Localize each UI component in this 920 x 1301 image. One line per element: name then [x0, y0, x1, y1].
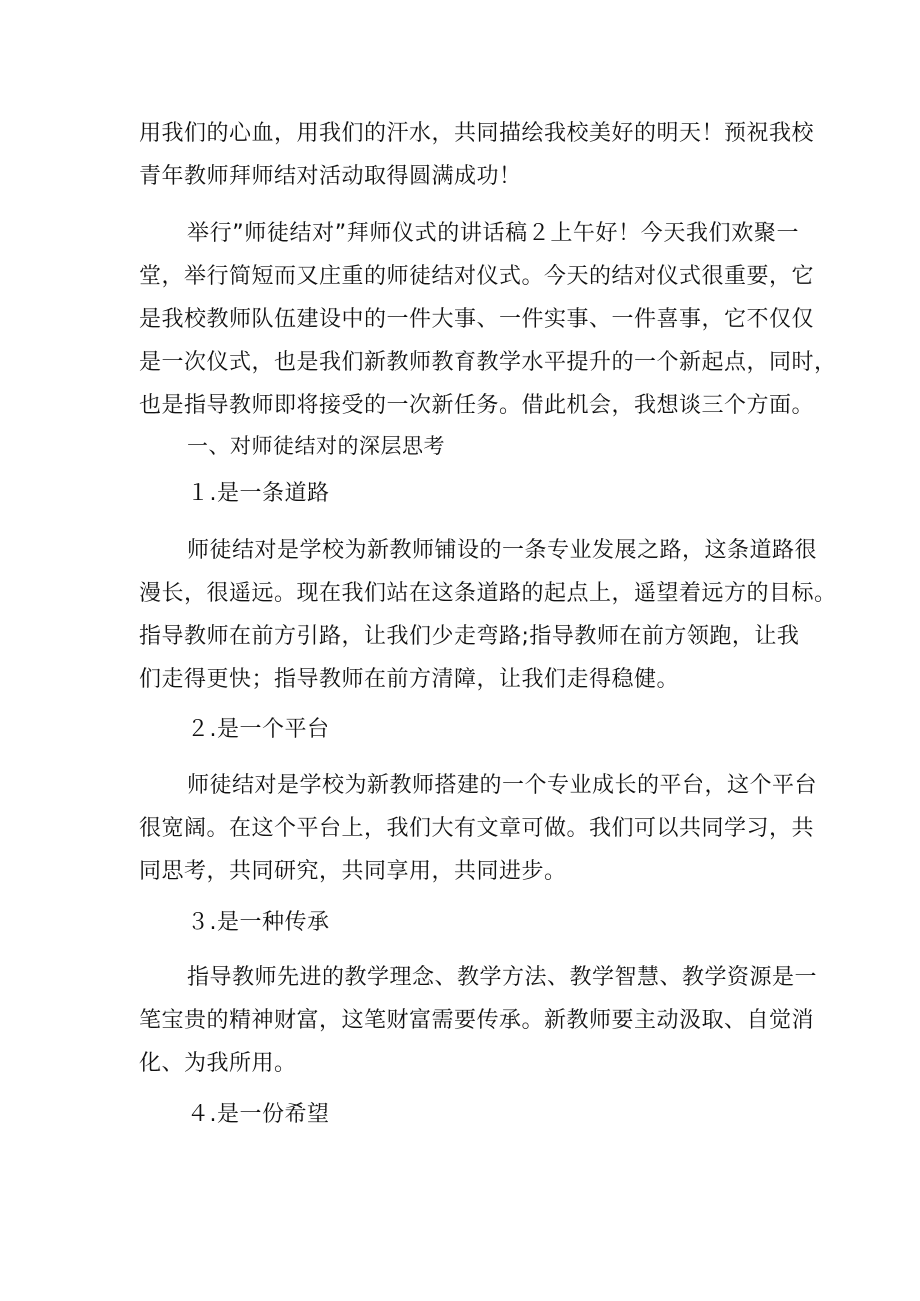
- subsection-heading: ２.是一个平台: [187, 717, 330, 742]
- paragraph-line: 也是指导教师即将接受的一次新任务。借此机会，我想谈三个方面。: [139, 393, 815, 418]
- paragraph-line: 指导教师在前方引路，让我们少走弯路;指导教师在前方领跑，让我: [139, 624, 800, 649]
- subsection-heading: １.是一条道路: [187, 481, 330, 506]
- paragraph-line: 用我们的心血，用我们的汗水，共同描绘我校美好的明天！预祝我校: [139, 121, 815, 146]
- subsection-heading: ４.是一份希望: [187, 1102, 330, 1127]
- paragraph-line: 堂，举行简短而又庄重的师徒结对仪式。今天的结对仪式很重要，它: [139, 264, 815, 289]
- paragraph-line: 笔宝贵的精神财富，这笔财富需要传承。新教师要主动汲取、自觉消: [139, 1008, 815, 1033]
- paragraph-line: 是我校教师队伍建设中的一件大事、一件实事、一件喜事，它不仅仅: [139, 307, 815, 332]
- paragraph-line: 们走得更快；指导教师在前方清障，让我们走得稳健。: [139, 667, 680, 692]
- paragraph-line: 师徒结对是学校为新教师铺设的一条专业发展之路，这条道路很: [187, 538, 818, 563]
- paragraph-line: 是一次仪式，也是我们新教师教育教学水平提升的一个新起点，同时，: [139, 350, 837, 375]
- subsection-heading: ３.是一种传承: [187, 910, 330, 935]
- paragraph-line: 同思考，共同研究，共同享用，共同进步。: [139, 859, 567, 884]
- paragraph-line: 化、为我所用。: [139, 1051, 297, 1076]
- paragraph-line: 指导教师先进的教学理念、教学方法、教学智慧、教学资源是一: [187, 965, 818, 990]
- paragraph-line: 漫长，很遥远。现在我们站在这条道路的起点上，遥望着远方的目标。: [139, 581, 837, 606]
- paragraph-line: 很宽阔。在这个平台上，我们大有文章可做。我们可以共同学习，共: [139, 816, 815, 841]
- section-heading: 一、对师徒结对的深层思考: [187, 434, 445, 458]
- paragraph-line: 青年教师拜师结对活动取得圆满成功！: [139, 164, 522, 189]
- paragraph-line: 举行”师徒结对”拜师仪式的讲话稿２上午好！今天我们欢聚一: [187, 221, 799, 246]
- paragraph-line: 师徒结对是学校为新教师搭建的一个专业成长的平台，这个平台: [187, 773, 818, 798]
